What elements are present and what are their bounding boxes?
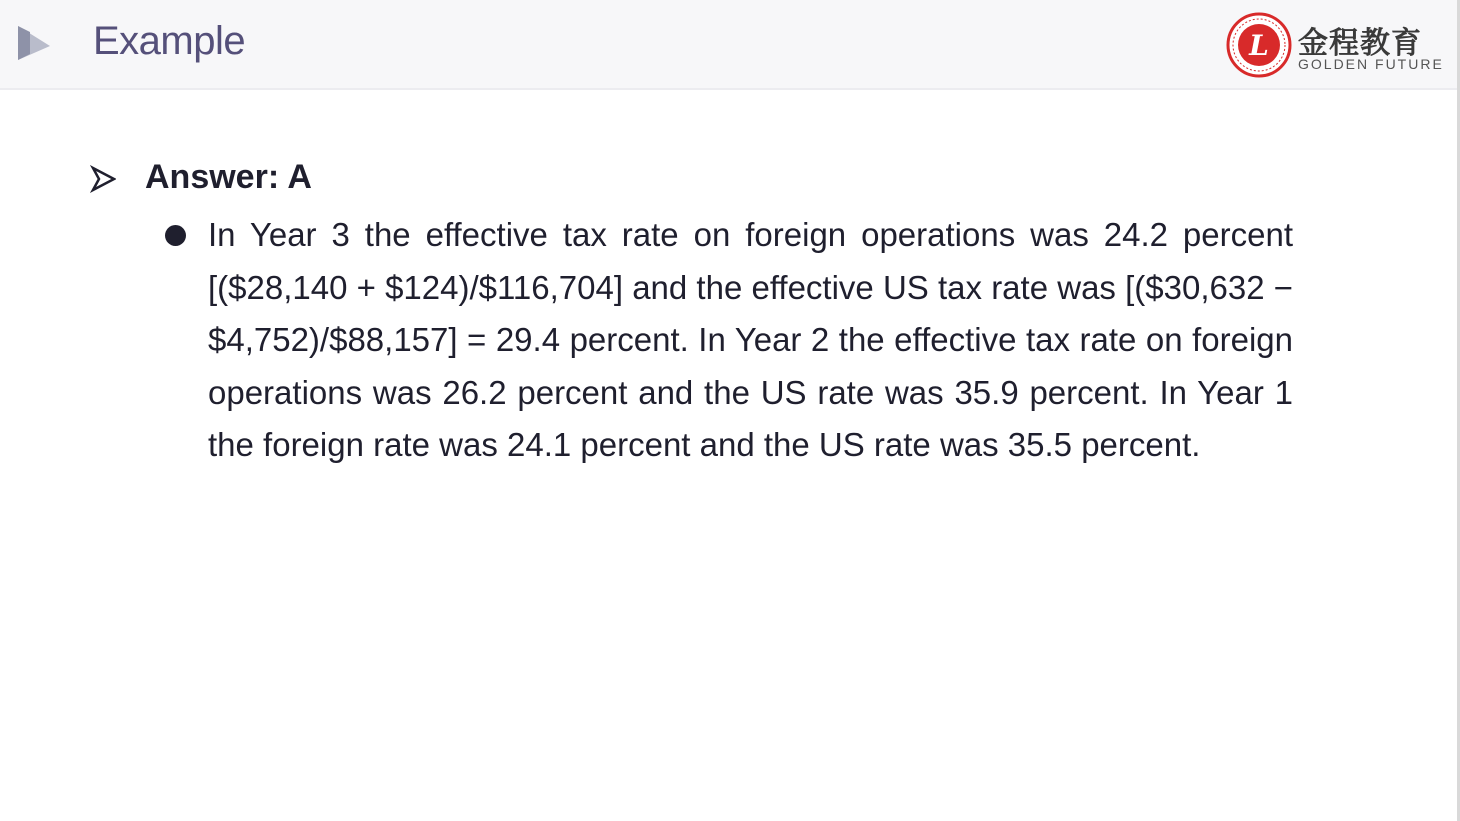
brand-logo: [1226, 12, 1446, 82]
explanation-paragraph: In Year 3 the effective tax rate on foreign operations was 24.2 percent [($28,140 + $124)/$116,704] and the effective US tax rate was [($30,632 − $4,752)/$88,157] = 29.4 percent. In Year 2 the effective tax rate on foreign operations was 26.2 percent and the US rate was 35.9 percent. In Year 1 the foreign rate was 24.1 percent and the US rate was 35.5 percent.: [208, 216, 1293, 464]
brand-english-name: GOLDEN FUTURE: [1298, 56, 1444, 72]
brand-seal-icon: [1226, 12, 1292, 78]
arrow-bullet-icon: [90, 164, 116, 194]
play-triangle-icon: [14, 22, 54, 64]
page-title: Example: [93, 19, 246, 63]
dot-bullet-icon: [165, 225, 186, 246]
answer-label: Answer: A: [145, 158, 312, 196]
brand-chinese-name: 金程教育: [1298, 26, 1422, 61]
slide-header: [0, 0, 1460, 90]
brand-seal-letter: L: [1249, 29, 1269, 62]
